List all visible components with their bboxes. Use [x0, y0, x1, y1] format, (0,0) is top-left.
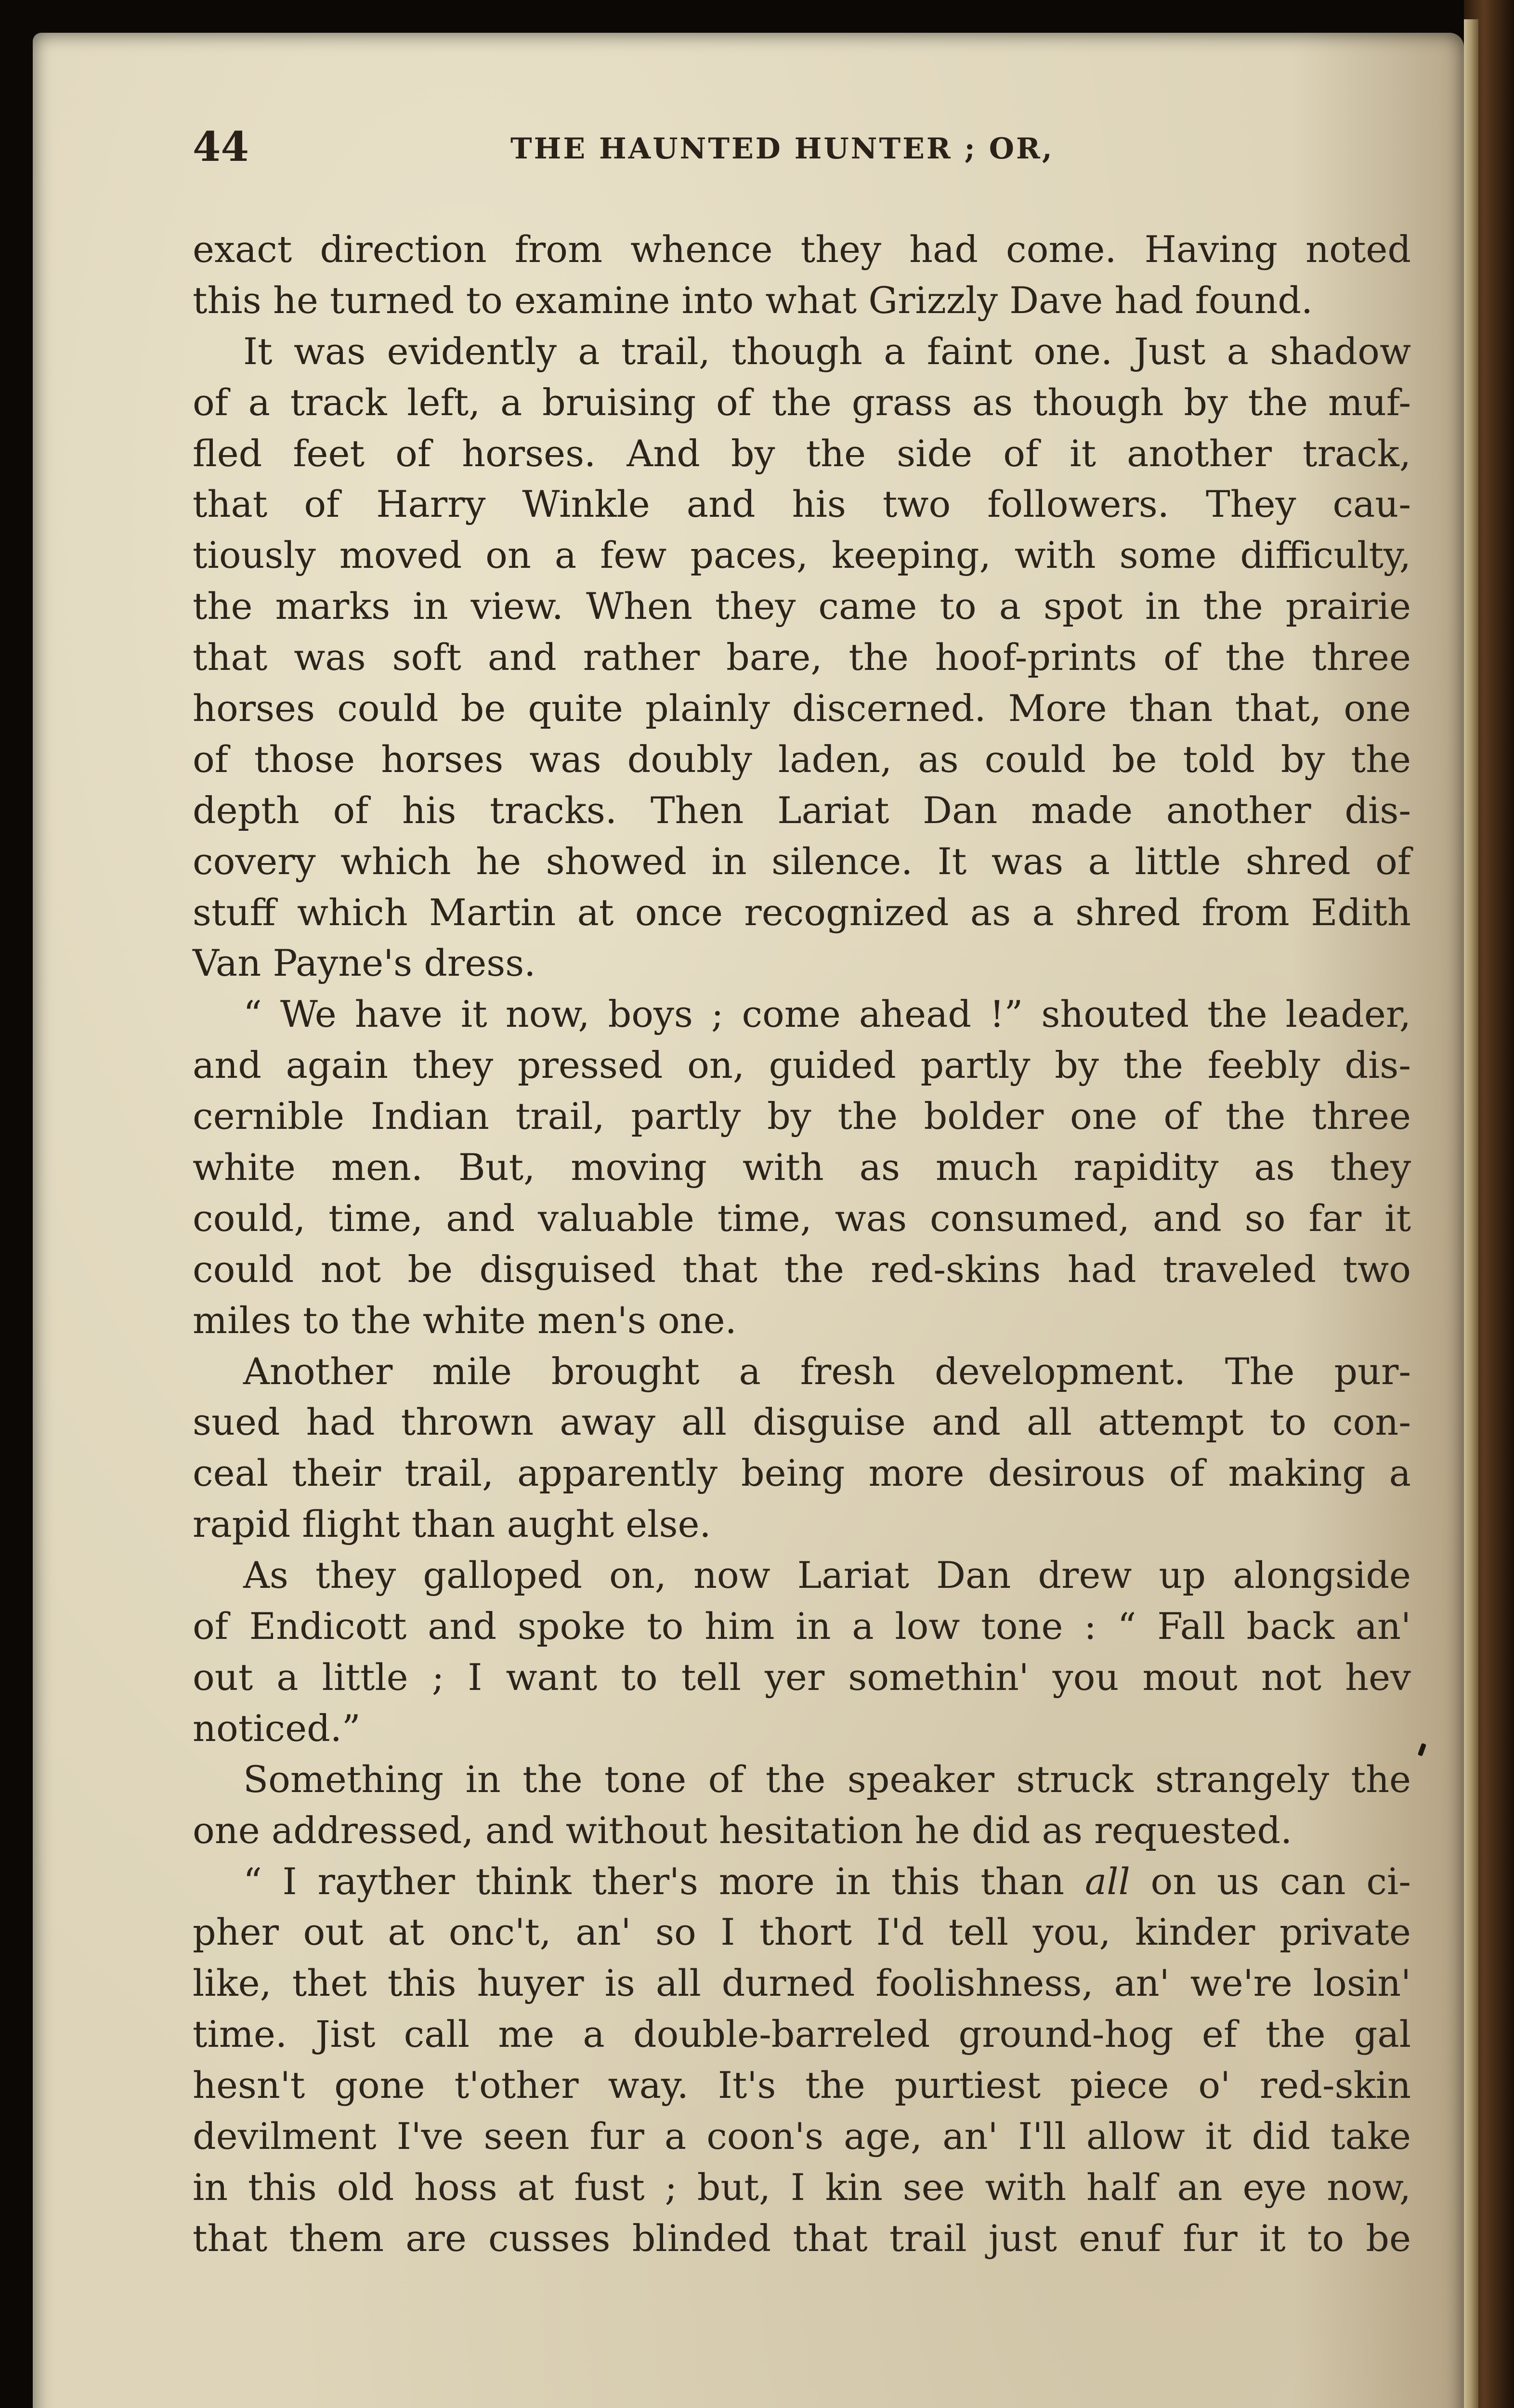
text-line: one addressed, and without hesitation he did as requested. [193, 1808, 1292, 1852]
text-line: exact direction from whence they had come. Having noted [193, 228, 1411, 271]
text-line: time. Jist call me a double-barreled ground-hog ef the gal [193, 2013, 1411, 2056]
text-line: hesn't gone t'other way. It's the purtiest piece o' red-skin [193, 2064, 1411, 2107]
text-line: fled feet of horses. And by the side of it another track, [193, 432, 1411, 475]
text-line: It was evidently a trail, though a faint one. Just a shadow [243, 329, 1411, 373]
text-line: Van Payne's dress. [193, 942, 536, 985]
text-line: stuff which Martin at once recognized as a shred from Edith [193, 890, 1411, 934]
text-line: cernible Indian trail, partly by the bolder one of the three [193, 1095, 1411, 1138]
body-text [193, 224, 1411, 2264]
text-line: miles to the white men's one. [193, 1298, 737, 1342]
text-line: could, time, and valuable time, was consumed, and so far it [193, 1196, 1411, 1240]
text-line: Another mile brought a fresh development. The pur- [243, 1349, 1411, 1393]
text-line: in this old hoss at fust ; but, I kin see with half an eye now, [193, 2165, 1411, 2209]
text-line: that of Harry Winkle and his two followers. They cau- [193, 483, 1411, 526]
text-line: that was soft and rather bare, the hoof-prints of the three [193, 636, 1411, 679]
text-line: of Endicott and spoke to him in a low tone : “ Fall back an' [193, 1605, 1411, 1648]
page-number: 44 [193, 123, 249, 170]
text-line: and again they pressed on, guided partly by the feebly dis- [193, 1044, 1411, 1087]
text-line: out a little ; I want to tell yer somethin' you mout not hev [193, 1655, 1411, 1699]
page-edge [1464, 19, 1478, 2408]
text-line: white men. But, moving with as much rapidity as they [193, 1146, 1411, 1189]
text-line: pher out at onc't, an' so I thort I'd tell you, kinder private [193, 1911, 1411, 1954]
text-line: depth of his tracks. Then Lariat Dan made another dis- [193, 788, 1411, 832]
text-line: Something in the tone of the speaker struck strangely the [243, 1757, 1411, 1801]
text-line: sued had thrown away all disguise and all attempt to con- [193, 1400, 1411, 1444]
text-line: horses could be quite plainly discerned. More than that, one [193, 687, 1411, 730]
text-line: “ We have it now, boys ; come ahead !” shouted the leader, [243, 993, 1411, 1036]
text-line: like, thet this huyer is all durned foolishness, an' we're losin' [193, 1962, 1411, 2005]
text-line: the marks in view. When they came to a spot in the prairie [193, 585, 1411, 628]
text-line: devilment I've seen fur a coon's age, an' I'll allow it did take [193, 2114, 1411, 2158]
text-line: ceal their trail, apparently being more desirous of making a [193, 1452, 1411, 1495]
text-line: As they galloped on, now Lariat Dan drew up alongside [243, 1554, 1411, 1597]
emphasis: all [1084, 1859, 1130, 1903]
text-line: “ I rayther think ther's more in this than all on us can ci- [243, 1859, 1411, 1903]
text-line: this he turned to examine into what Grizzly Dave had found. [193, 278, 1313, 322]
running-head: THE HAUNTED HUNTER ; OR, [510, 132, 1054, 166]
page-header [193, 123, 1425, 176]
text-line: rapid flight than aught else. [193, 1503, 711, 1546]
text-line: noticed.” [193, 1706, 361, 1750]
text-line: could not be disguised that the red-skins had traveled two [193, 1247, 1411, 1291]
text-line: of a track left, a bruising of the grass as though by the muf- [193, 380, 1411, 424]
text-line: that them are cusses blinded that trail just enuf fur it to be [193, 2216, 1411, 2260]
text-line: of those horses was doubly laden, as could be told by the [193, 737, 1411, 781]
text-line: tiously moved on a few paces, keeping, with some difficulty, [193, 534, 1411, 577]
text-line: covery which he showed in silence. It was a little shred of [193, 839, 1411, 883]
